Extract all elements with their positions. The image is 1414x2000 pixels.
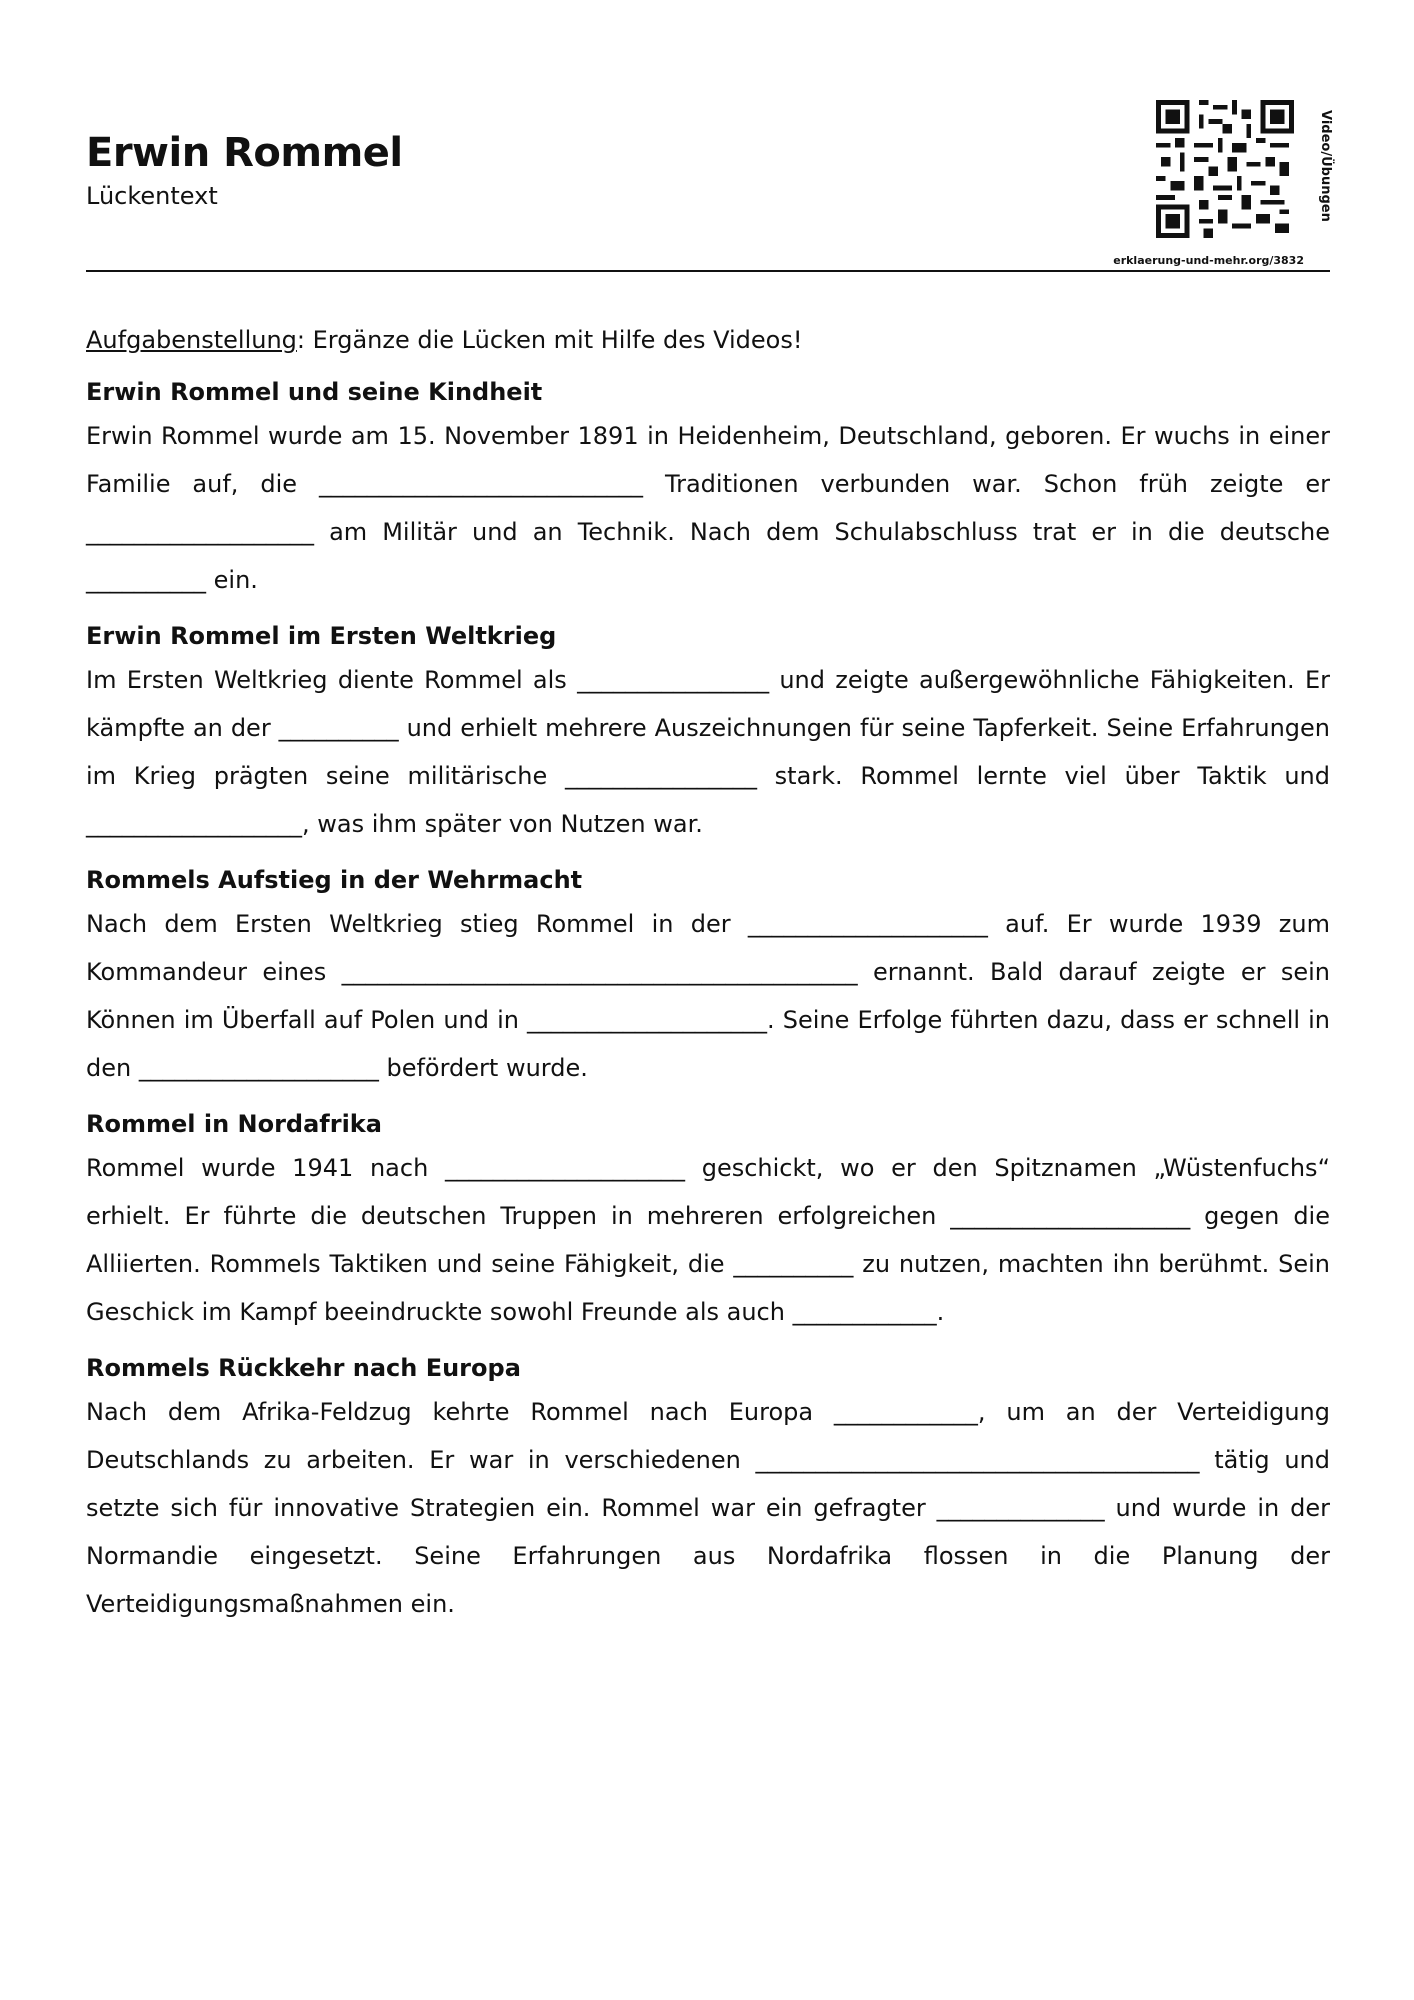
- page-title: Erwin Rommel: [86, 130, 403, 176]
- worksheet-header: [86, 100, 1333, 270]
- cloze-paragraph: Rommel wurde 1941 nach ____________________ geschickt, wo er den Spitznamen „Wüstenfuchs“ erhielt. Er führte die deutschen Truppen in mehreren erfolgreichen ____________________ gegen die Alliierten. Rommels Taktiken und seine Fähigkeit, die __________ zu nutzen, machten ihn berühmt. Sein Geschick im Kampf beeindruckte sowohl Freunde als auch ____________.: [86, 1154, 1330, 1326]
- section-heading: Erwin Rommel im Ersten Weltkrieg: [86, 622, 557, 650]
- section-heading: Rommel in Nordafrika: [86, 1110, 382, 1138]
- task-instruction: [86, 320, 1330, 360]
- section-heading: Rommels Aufstieg in der Wehrmacht: [86, 866, 583, 894]
- qr-code[interactable]: [1156, 100, 1294, 238]
- page-subtitle: Lückentext: [86, 182, 218, 210]
- cloze-paragraph: Erwin Rommel wurde am 15. November 1891 in Heidenheim, Deutschland, geboren. Er wuchs in einer Familie auf, die ___________________________ Traditionen verbunden war. Schon früh zeigte er ___________________ am Militär und an Technik. Nach dem Schulabschluss trat er in die deutsche __________ ein.: [86, 422, 1330, 594]
- source-url[interactable]: erklaerung-und-mehr.org/3832: [1113, 254, 1304, 267]
- section-heading: Erwin Rommel und seine Kindheit: [86, 378, 543, 406]
- cloze-paragraph: Nach dem Ersten Weltkrieg stieg Rommel in der ____________________ auf. Er wurde 1939 zum Kommandeur eines ___________________________________________ ernannt. Bald darauf zeigte er sein Können im Überfall auf Polen und in ____________________. Seine Erfolge führten dazu, dass er schnell in den ____________________ befördert wurde.: [86, 910, 1330, 1082]
- cloze-paragraph: Im Ersten Weltkrieg diente Rommel als ________________ und zeigte außergewöhnliche Fähigkeiten. Er kämpfte an der __________ und erhielt mehrere Auszeichnungen für seine Tapferkeit. Seine Erfahrungen im Krieg prägten seine militärische ________________ stark. Rommel lernte viel über Taktik und __________________, was ihm später von Nutzen war.: [86, 666, 1330, 838]
- cloze-paragraph: Nach dem Afrika-Feldzug kehrte Rommel nach Europa ____________, um an der Verteidigung Deutschlands zu arbeiten. Er war in verschiedenen _____________________________________ tätig und setzte sich für innovative Strategien ein. Rommel war ein gefragter ______________ und wurde in der Normandie eingesetzt. Seine Erfahrungen aus Nordafrika flossen in die Planung der Verteidigungsmaßnahmen ein.: [86, 1398, 1330, 1618]
- header-divider: [86, 270, 1330, 272]
- video-exercises-label: Video/Übungen: [1318, 110, 1333, 222]
- task-text: : Ergänze die Lücken mit Hilfe des Videos!: [296, 326, 803, 354]
- task-label: Aufgabenstellung: [86, 326, 297, 354]
- section-heading: Rommels Rückkehr nach Europa: [86, 1354, 521, 1382]
- worksheet-body: [86, 320, 1330, 1638]
